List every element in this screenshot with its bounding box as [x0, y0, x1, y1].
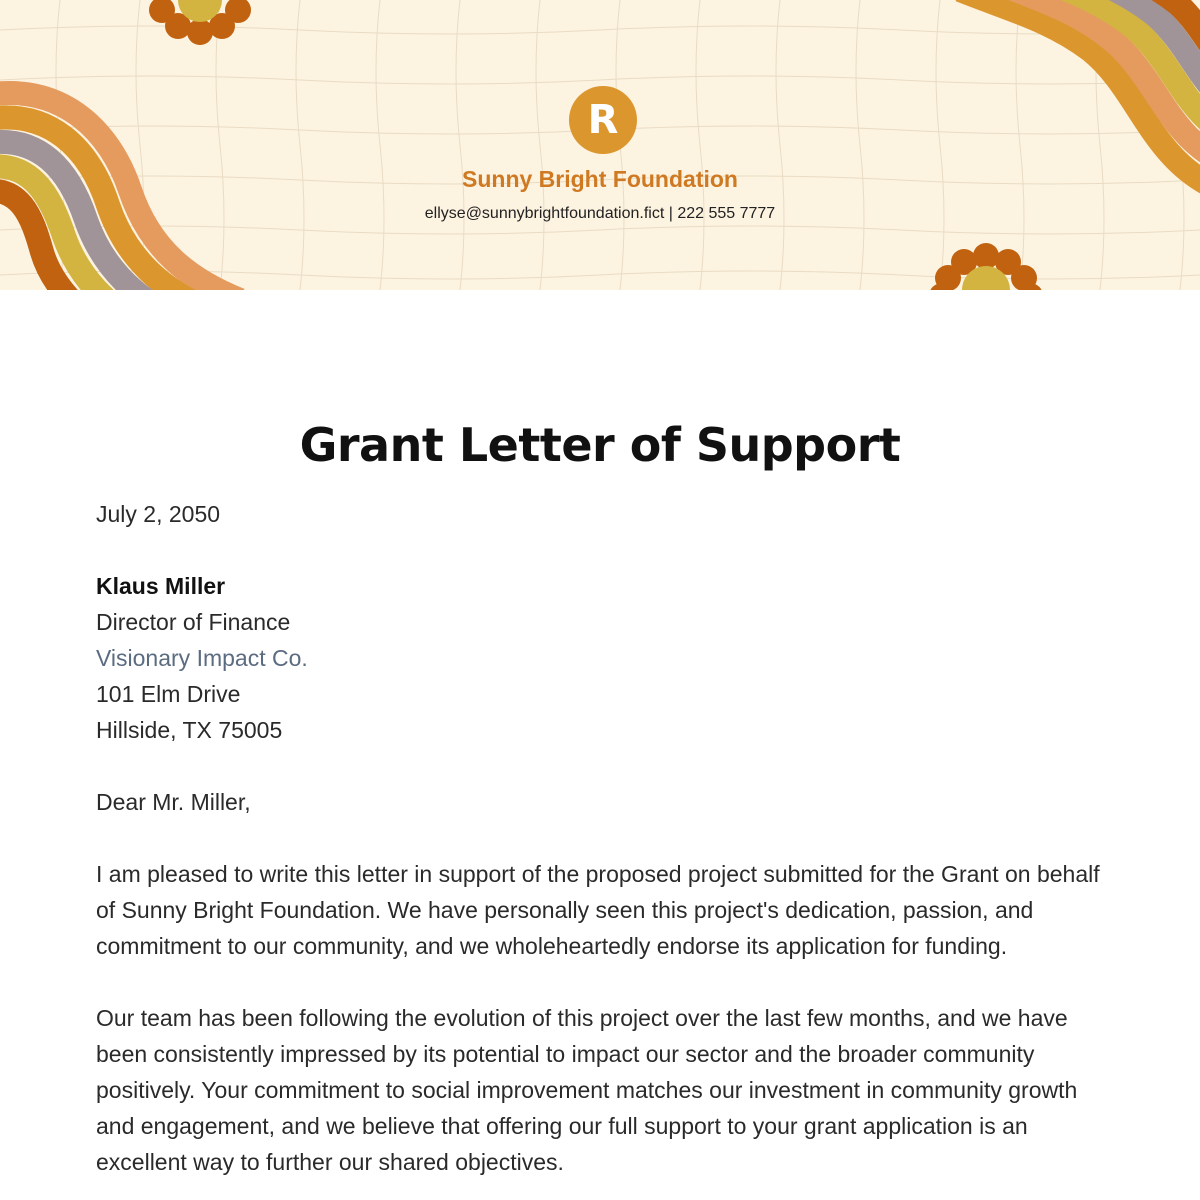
body-paragraph: I am pleased to write this letter in support of the proposed project submitted for the Grant on behalf of Sunny Bright Foundation. We have personally seen this project's dedication, passion, and commitment to our community, and we wholeheartedly endorse its application for funding. — [96, 861, 1100, 959]
letter-title: Grant Letter of Support — [299, 418, 901, 472]
logo — [569, 86, 637, 154]
recipient-address-line2: Hillside, TX 75005 — [96, 717, 283, 743]
recipient-company: Visionary Impact Co. — [96, 645, 308, 671]
letterhead-banner — [0, 0, 1200, 290]
organization-contact: ellyse@sunnybrightfoundation.fict | 222 555 7777 — [424, 205, 776, 222]
flower-icon — [929, 243, 1043, 290]
recipient-role: Director of Finance — [96, 609, 291, 635]
salutation: Dear Mr. Miller, — [96, 789, 251, 815]
right-rainbow-wave — [960, 0, 1200, 190]
spacer — [96, 820, 1106, 856]
recipient-address-line1: 101 Elm Drive — [96, 681, 241, 707]
flower-icon — [147, 0, 253, 45]
letter-body — [96, 496, 1106, 1180]
spacer — [96, 964, 1106, 1000]
letter-date: July 2, 2050 — [96, 501, 221, 527]
spacer — [96, 748, 1106, 784]
body-paragraph: Our team has been following the evolution of this project over the last few months, and we have been consistently impressed by its potential to impact our sector and the broader community positively. Your commitment to social improvement matches our investment in community growth and engagement, and we believe that offering our full support to your grant application is an excellent way to further our shared objectives. — [96, 1005, 1078, 1175]
logo-letter: R — [587, 97, 619, 143]
organization-name: Sunny Bright Foundation — [462, 166, 738, 192]
recipient-name: Klaus Miller — [96, 573, 226, 599]
